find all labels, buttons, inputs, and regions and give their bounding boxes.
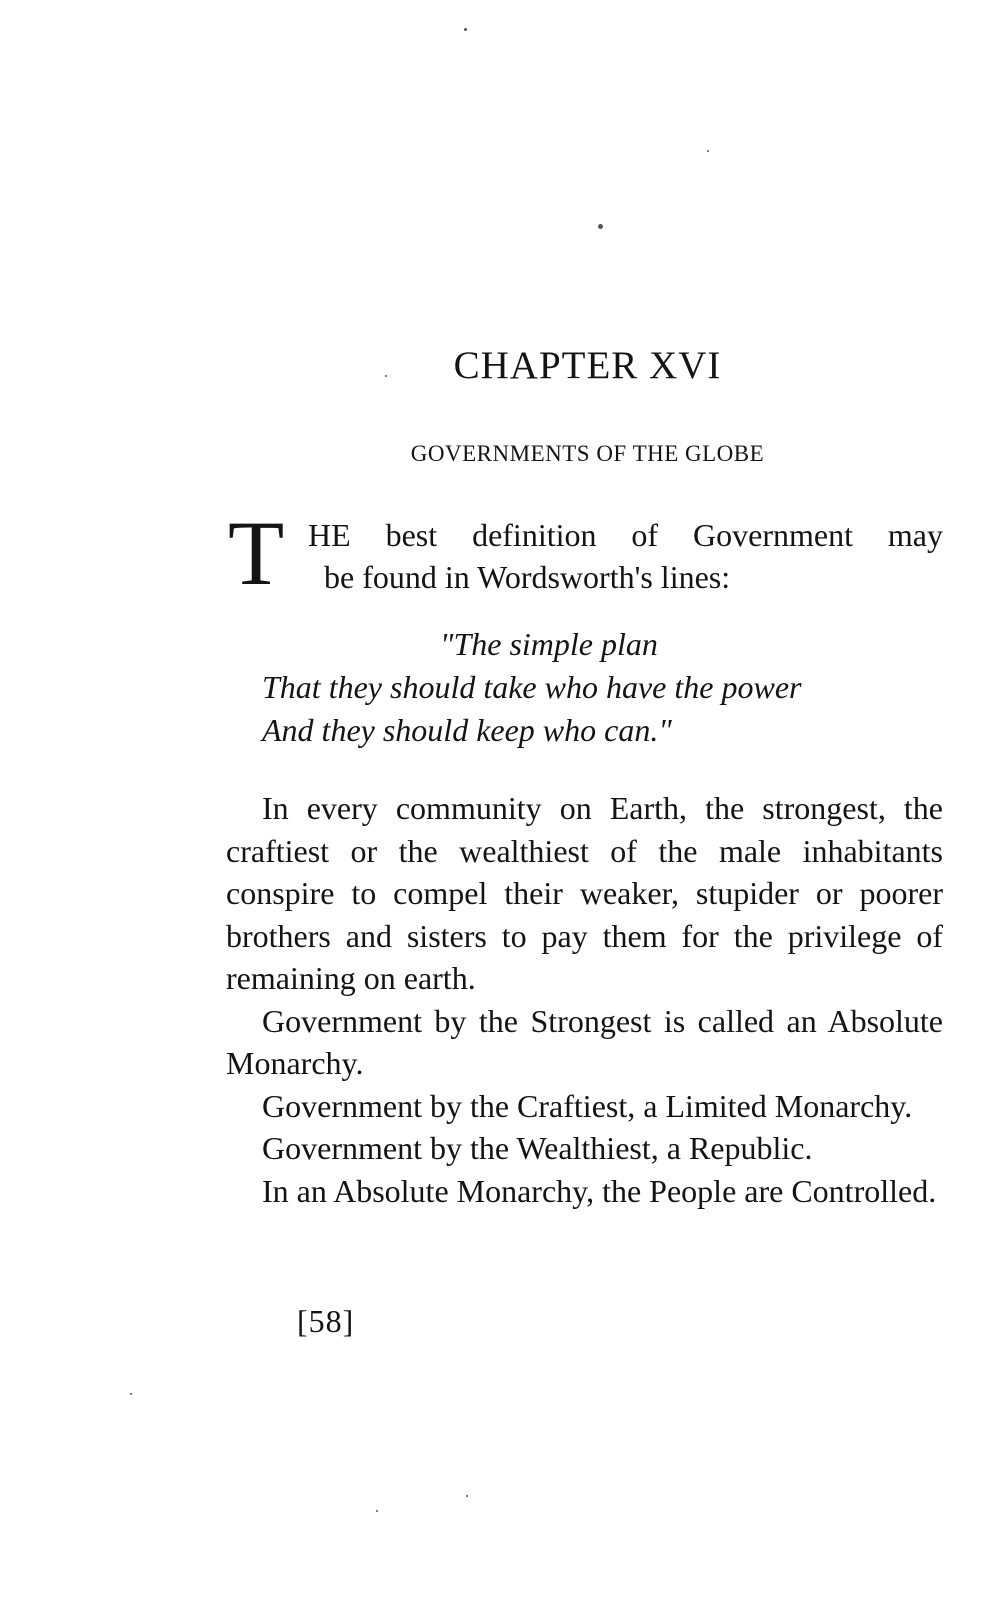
paragraph: In every community on Earth, the strongest, the craftiest or the wealthiest of the male inhabitants conspire to compel their weaker, stupider or poorer brothers and sisters to pay them for the privilege of remaining on earth. — [226, 790, 943, 996]
drop-cap: T — [228, 502, 285, 604]
wordsworth-quote — [262, 623, 952, 752]
opening-line-1: HE best definition of Government may — [308, 517, 943, 553]
page-number: [58] — [297, 1303, 355, 1339]
quote-line-3: And they should keep who can." — [262, 712, 672, 748]
opening-line-2: be found in Wordsworth's lines: — [324, 559, 731, 595]
scan-speck — [598, 224, 603, 229]
scan-speck — [466, 1495, 468, 1497]
scan-speck — [464, 28, 467, 31]
scan-speck — [130, 1393, 132, 1395]
quote-line-1: "The simple plan — [440, 626, 658, 662]
chapter-title: CHAPTER XVI — [453, 344, 722, 387]
scan-speck — [376, 1510, 378, 1512]
body-text — [226, 787, 943, 1212]
quote-line-2: That they should take who have the power — [262, 669, 802, 705]
paragraph: Government by the Craftiest, a Limited Monarchy. — [262, 1087, 913, 1124]
paragraph: Government by the Strongest is called an Absolute Monarchy. — [226, 1002, 943, 1081]
paragraph: In an Absolute Monarchy, the People are Controlled. — [262, 1172, 937, 1209]
paragraph: Government by the Wealthiest, a Republic. — [262, 1130, 813, 1166]
opening-paragraph — [308, 514, 943, 598]
chapter-subtitle: GOVERNMENTS OF THE GLOBE — [410, 441, 765, 466]
scan-speck — [707, 150, 709, 152]
